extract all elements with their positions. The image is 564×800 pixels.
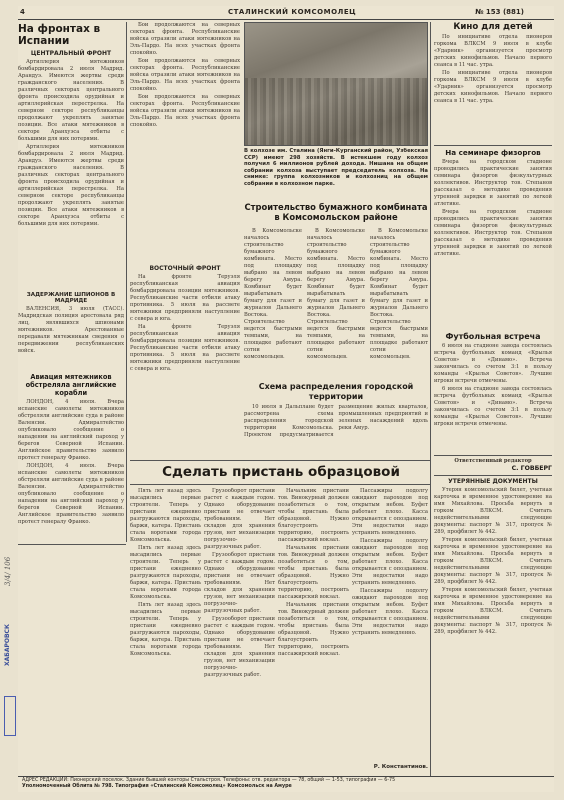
left-column (18, 22, 124, 542)
spies-body: ВАЛЕНСИЯ, 3 июля (ТАСС). Мадридская полиция арестовала ряд лиц, являвшихся шпионами мятежников. Арестованные передавали мятежникам сведения о передвижении республиканских войск. (18, 306, 124, 354)
paper-name: СТАЛИНСКИЙ КОМСОМОЛЕЦ (228, 8, 357, 16)
col-rule-1 (126, 22, 127, 542)
editor-label: Ответственный редактор (454, 458, 532, 464)
margin-handwriting: 3/4/ 106 (4, 556, 12, 586)
paper-mill-headline: Строительство бумажного комбината в Комсомольском районе (244, 202, 428, 222)
pier-col-3: Начальник пристани тов. Винокурный должен позаботиться о том, чтобы пристань была образцовой. Нужно благоустроить территорию, построить пассажирский вокзал. Начальник пристани тов. Винокурный должен позаботиться о том, чтобы пристань была образцовой. Нужно благоустроить территорию, построить пассажирский вокзал. Начальник пристани тов. Винокурный должен позаботиться о том, чтобы пристань была образцовой. Нужно благоустроить территорию, построить пассажирский вокзал. (278, 488, 349, 657)
spain-headline: На фронтах в Испании (18, 23, 101, 47)
aviation-body: ЛОНДОН, 4 июля. Вчера испанские самолеты мятежников обстреляли английские суда в районе Валенсии. Адмиралтейство опубликовало сообщение о нападении на английский пароход у берегов Северной Испании. Английское правительство заявило протест генералу Франко. ЛОНДОН, 4 июля. Вчера испанские самолеты мятежников обстреляли английские суда в районе Валенсии. Адмиралтейство опубликовало сообщение о нападении на английский пароход у берегов Северной Испании. Английское правительство заявило протест генералу Франко. (18, 399, 124, 525)
masthead (18, 6, 554, 20)
central-front-head: ЦЕНТРАЛЬНЫЙ ФРОНТ (30, 50, 112, 57)
eastern-front-body: На фронте Теруэля республиканская авиация бомбардировала позиции мятежников. Республиканские части отбили атаку противника. 5 июля на рассвете мятежники предприняли наступление с севера и юга. На фронте Теруэля республиканская авиация бомбардировала позиции мятежников. Республиканские части отбили атаку противника. 5 июля на рассвете мятежники предприняли наступление с севера и юга. (130, 274, 240, 372)
col-rule-2 (430, 22, 431, 776)
right-column (434, 22, 552, 772)
archive-stamp: ХАБАРОВСК (4, 624, 11, 666)
physorg-seminar-head: На семинаре физоргов (434, 145, 552, 157)
territory-scheme-body: 10 июля в Дальплане будет рассмотрена схема распределения городской территории Комсомольска. Проектом предусматривается размещение жилых кварталов, промышленных предприятий и зеленых насаждений вдоль реки Амур. (244, 404, 428, 438)
football-head: Футбольная встреча (445, 332, 541, 341)
banner-rule-bottom (130, 484, 430, 485)
pier-col-1: Пять лет назад здесь высадились первые строители. Теперь у пристани ежедневно разгружаются пароходы, баржи, катера. Пристань стала воротами города Комсомольска. Пять лет назад здесь высадились первые строители. Теперь у пристани ежедневно разгружаются пароходы, баржи, катера. Пристань стала воротами города Комсомольска. Пять лет назад здесь высадились первые строители. Теперь у пристани ежедневно разгружаются пароходы, баржи, катера. Пристань стала воротами города Комсомольска. (130, 488, 201, 657)
editor-block (434, 455, 552, 472)
paper-mill-body: В Комсомольске началось строительство бумажного комбината. Место под площадку выбрано на левом берегу Амура. Комбинат будет вырабатывать бумагу для газет и журналов Дальнего Востока. Строительство ведется быстрыми темпами, на площадке работают сотни комсомольцев. В Комсомольске началось строительство бумажного комбината. Место под площадку выбрано на левом берегу Амура. Комбинат будет вырабатывать бумагу для газет и журналов Дальнего Востока. Строительство ведется быстрыми темпами, на площадке работают сотни комсомольцев. В Комсомольске началось строительство бумажного комбината. Место под площадку выбрано на левом берегу Амура. Комбинат будет вырабатывать бумагу для газет и журналов Дальнего Востока. Строительство ведется быстрыми темпами, на площадке работают сотни комсомольцев. (244, 228, 428, 360)
page-number: 4 (20, 8, 25, 16)
stamp-box (4, 696, 16, 736)
kids-cinema-head: Кино для детей (453, 22, 533, 32)
photo-crowd (245, 78, 427, 145)
newspaper-page (4, 6, 554, 792)
editor-name: С. ГОВБЕРГ (511, 465, 552, 472)
aviation-head: Авиация мятежников обстреляла английские корабли (25, 373, 117, 397)
middle-column-a (130, 22, 240, 402)
football-body: 6 июля на стадионе завода состоялась встреча футбольных команд «Крылья Советов» и «Динамо». Встреча закончилась со счетом 3:1 в пользу команды «Крылья Советов». Лучшие игроки встречи отмечены. 6 июля на стадионе завода состоялась встреча футбольных команд «Крылья Советов» и «Динамо». Встреча закончилась со счетом 3:1 в пользу команды «Крылья Советов». Лучшие игроки встречи отмечены. (434, 343, 552, 427)
kids-cinema-body: По инициативе отдела пионеров горкома ВЛКСМ 9 июля в клубе «Ударник» организуется просмотр детских кинофильмов. Начало первого сеанса в 11 час. утра. По инициативе отдела пионеров горкома ВЛКСМ 9 июля в клубе «Ударник» организуется просмотр детских кинофильмов. Начало первого сеанса в 11 час. утра. (434, 34, 552, 104)
pier-signature: Р. Константинов. (373, 764, 428, 770)
footer (18, 776, 554, 792)
footer-address: АДРЕС РЕДАКЦИИ: Пионерский поселок. Здание бывшей конторы Стальстроя. Телефоны: отв. редактора — 78, общий — 1-53, типография — 6-75 (22, 778, 396, 783)
lost-docs-body: Утерян комсомольский билет, учетная карточка и временное удостоверение на имя Михайлова. Просьба вернуть в горком ВЛКСМ. Считать недействительными следующие документы: паспорт № 317, пропуск № 289, профбилет № 442. Утерян комсомольский билет, учетная карточка и временное удостоверение на имя Михайлова. Просьба вернуть в горком ВЛКСМ. Считать недействительными следующие документы: паспорт № 317, пропуск № 289, профбилет № 442. Утерян комсомольский билет, учетная карточка и временное удостоверение на имя Михайлова. Просьба вернуть в горком ВЛКСМ. Считать недействительными следующие документы: паспорт № 317, пропуск № 289, профбилет № 442. (434, 487, 552, 635)
lost-docs-head: УТЕРЯННЫЕ ДОКУМЕНТЫ (434, 475, 552, 485)
pier-headline: Сделать пристань образцовой (162, 464, 400, 480)
kolkhoz-photo (244, 22, 428, 146)
central-front-body: Артиллерия мятежников бомбардировала 2 июля Мадрид. Арандуэ. Имеются жертвы среди гражданского населения. В различных секторах центрального фронта происходила орудийная и артиллерийская перестрелка. На северном секторе республиканцы продолжают укреплять занятые позиции. Все атаки мятежников в секторе Аранхуэса отбиты с большими для них потерями. Артиллерия мятежников бомбардировала 2 июля Мадрид. Арандуэ. Имеются жертвы среди гражданского населения. В различных секторах центрального фронта происходила орудийная и артиллерийская перестрелка. На северном секторе республиканцы продолжают укреплять занятые позиции. Все атаки мятежников в секторе Аранхуэса отбиты с большими для них потерями. (18, 59, 124, 227)
territory-scheme-headline: Схема распределения городской территории (258, 382, 414, 401)
left-bottom-rule (18, 544, 126, 545)
banner-rule-top (130, 460, 430, 461)
spies-head: ЗАДЕРЖАНИЕ ШПИОНОВ В МАДРИДЕ (26, 292, 116, 304)
footer-printing: Уполномоченный Облита № 798. Типография «Сталинский Комсомолец» Комсомольск на Амуре (22, 784, 292, 789)
physorg-seminar-body: Вчера на городском стадионе проводились практические занятия семинара физоргов физкультурных коллективов. Инструктор тов. Степанов рассказал о методике проведения утренней зарядки и занятий по легкой атлетике. Вчера на городском стадионе проводились практические занятия семинара физоргов физкультурных коллективов. Инструктор тов. Степанов рассказал о методике проведения утренней зарядки и занятий по легкой атлетике. (434, 159, 552, 257)
pier-col-2: Грузооборот пристани растет с каждым годом. Однако оборудование пристани не отвечает требованиям. Нет складов для хранения грузов, нет механизации погрузочно-разгрузочных работ. Грузооборот пристани растет с каждым годом. Однако оборудование пристани не отвечает требованиям. Нет складов для хранения грузов, нет механизации погрузочно-разгрузочных работ. Грузооборот пристани растет с каждым годом. Однако оборудование пристани не отвечает требованиям. Нет складов для хранения грузов, нет механизации погрузочно-разгрузочных работ. (204, 488, 275, 678)
issue-number: № 153 (881) (475, 8, 524, 16)
front-continuation: Бои продолжаются на северных секторах фронта. Республиканские войска отразили атаки мятежников на Эль-Пардо. На всех участках фронта спокойно. Бои продолжаются на северных секторах фронта. Республиканские войска отразили атаки мятежников на Эль-Пардо. На всех участках фронта спокойно. Бои продолжаются на северных секторах фронта. Республиканские войска отразили атаки мятежников на Эль-Пардо. На всех участках фронта спокойно. (130, 22, 240, 128)
eastern-front-head: ВОСТОЧНЫЙ ФРОНТ (149, 265, 221, 272)
pier-col-4: Пассажиры подолгу ожидают пароходов под открытым небом. Буфет работает плохо. Касса открывается с опозданием. Эти недостатки надо устранить немедленно. Пассажиры подолгу ожидают пароходов под открытым небом. Буфет работает плохо. Касса открывается с опозданием. Эти недостатки надо устранить немедленно. Пассажиры подолгу ожидают пароходов под открытым небом. Буфет работает плохо. Касса открывается с опозданием. Эти недостатки надо устранить немедленно. (352, 488, 428, 636)
photo-caption: В колхозе им. Сталина (Янги-Курганский район, Узбекская ССР) имеют 298 хозяйств. В истекшем году колхоз получил 6 миллионов рублей дохода. Нишана на общем собрании колхоза выступает председатель колхоза. На снимке: группа колхозников и колхозниц на общем собрании в колхозном парке. (244, 148, 428, 187)
